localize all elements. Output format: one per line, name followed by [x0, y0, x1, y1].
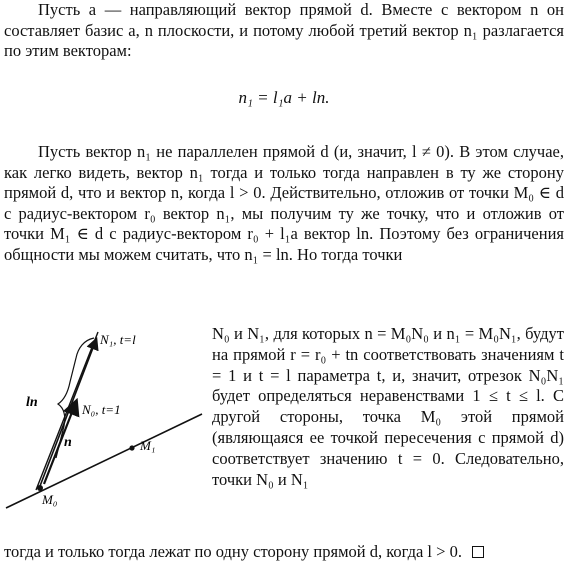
label-ln: ln: [26, 395, 38, 410]
point-M0: [37, 485, 43, 491]
paragraph-parallel-condition: Пусть вектор n₁ не параллелен прямой d (и, значит, l ≠ 0). В этом случае, как легко видеть, вектор n₁ тогда и только тогда направлен в ту же сторону прямой d, что и вектор n, когда l > 0. Действительно, отложив от точки M₀ ∈ d с радиус-вектором r₀ вектор n₁, мы получим ту же точку, что и отложив от точки M₁ ∈ d с радиус-вектором r₀ + l₁a вектор ln. Поэтому без ограничения общности мы можем считать, что n₁ = ln. Но тогда точки: [4, 142, 564, 264]
label-N1: N₁, t=l: [100, 332, 136, 347]
label-N0: N₀, t=1: [82, 402, 121, 417]
label-M0: M₀: [42, 492, 58, 507]
line-d: [6, 414, 202, 508]
point-M1: [129, 445, 134, 450]
conclusion-text: тогда и только тогда лежат по одну сторону прямой d, когда l > 0.: [4, 542, 462, 561]
label-M1: M₁: [140, 438, 156, 453]
paragraph-segment-parameters: N₀ и N₁, для которых n = M₀N₀ и n₁ = M₀N₁, будут на прямой r = r₀ + tn соответствовать значениям t = 1 и t = l параметра t, и, значит, отрезок N₀N₁ будет определяться неравенствами 1 ≤ t ≤ l. С другой стороны, точка M₀ этой прямой (являющаяся ее точкой пересечения с прямой d) соответствует значению t = 0. Следовательно, точки N₀ и N₁: [212, 324, 564, 489]
decomposition-formula: n₁ = l₁a + ln.: [238, 88, 330, 107]
paragraph-direction-vector: Пусть a — направляющий вектор прямой d. Вместе с вектором n он составляет базис a, n плоскости, и потому любой третий вектор n₁ разлагается по этим векторам:: [4, 0, 564, 60]
end-of-proof-mark: [472, 546, 484, 558]
label-n: n: [64, 435, 72, 450]
paragraph-conclusion: [4, 542, 564, 563]
geometry-figure: [0, 318, 210, 518]
